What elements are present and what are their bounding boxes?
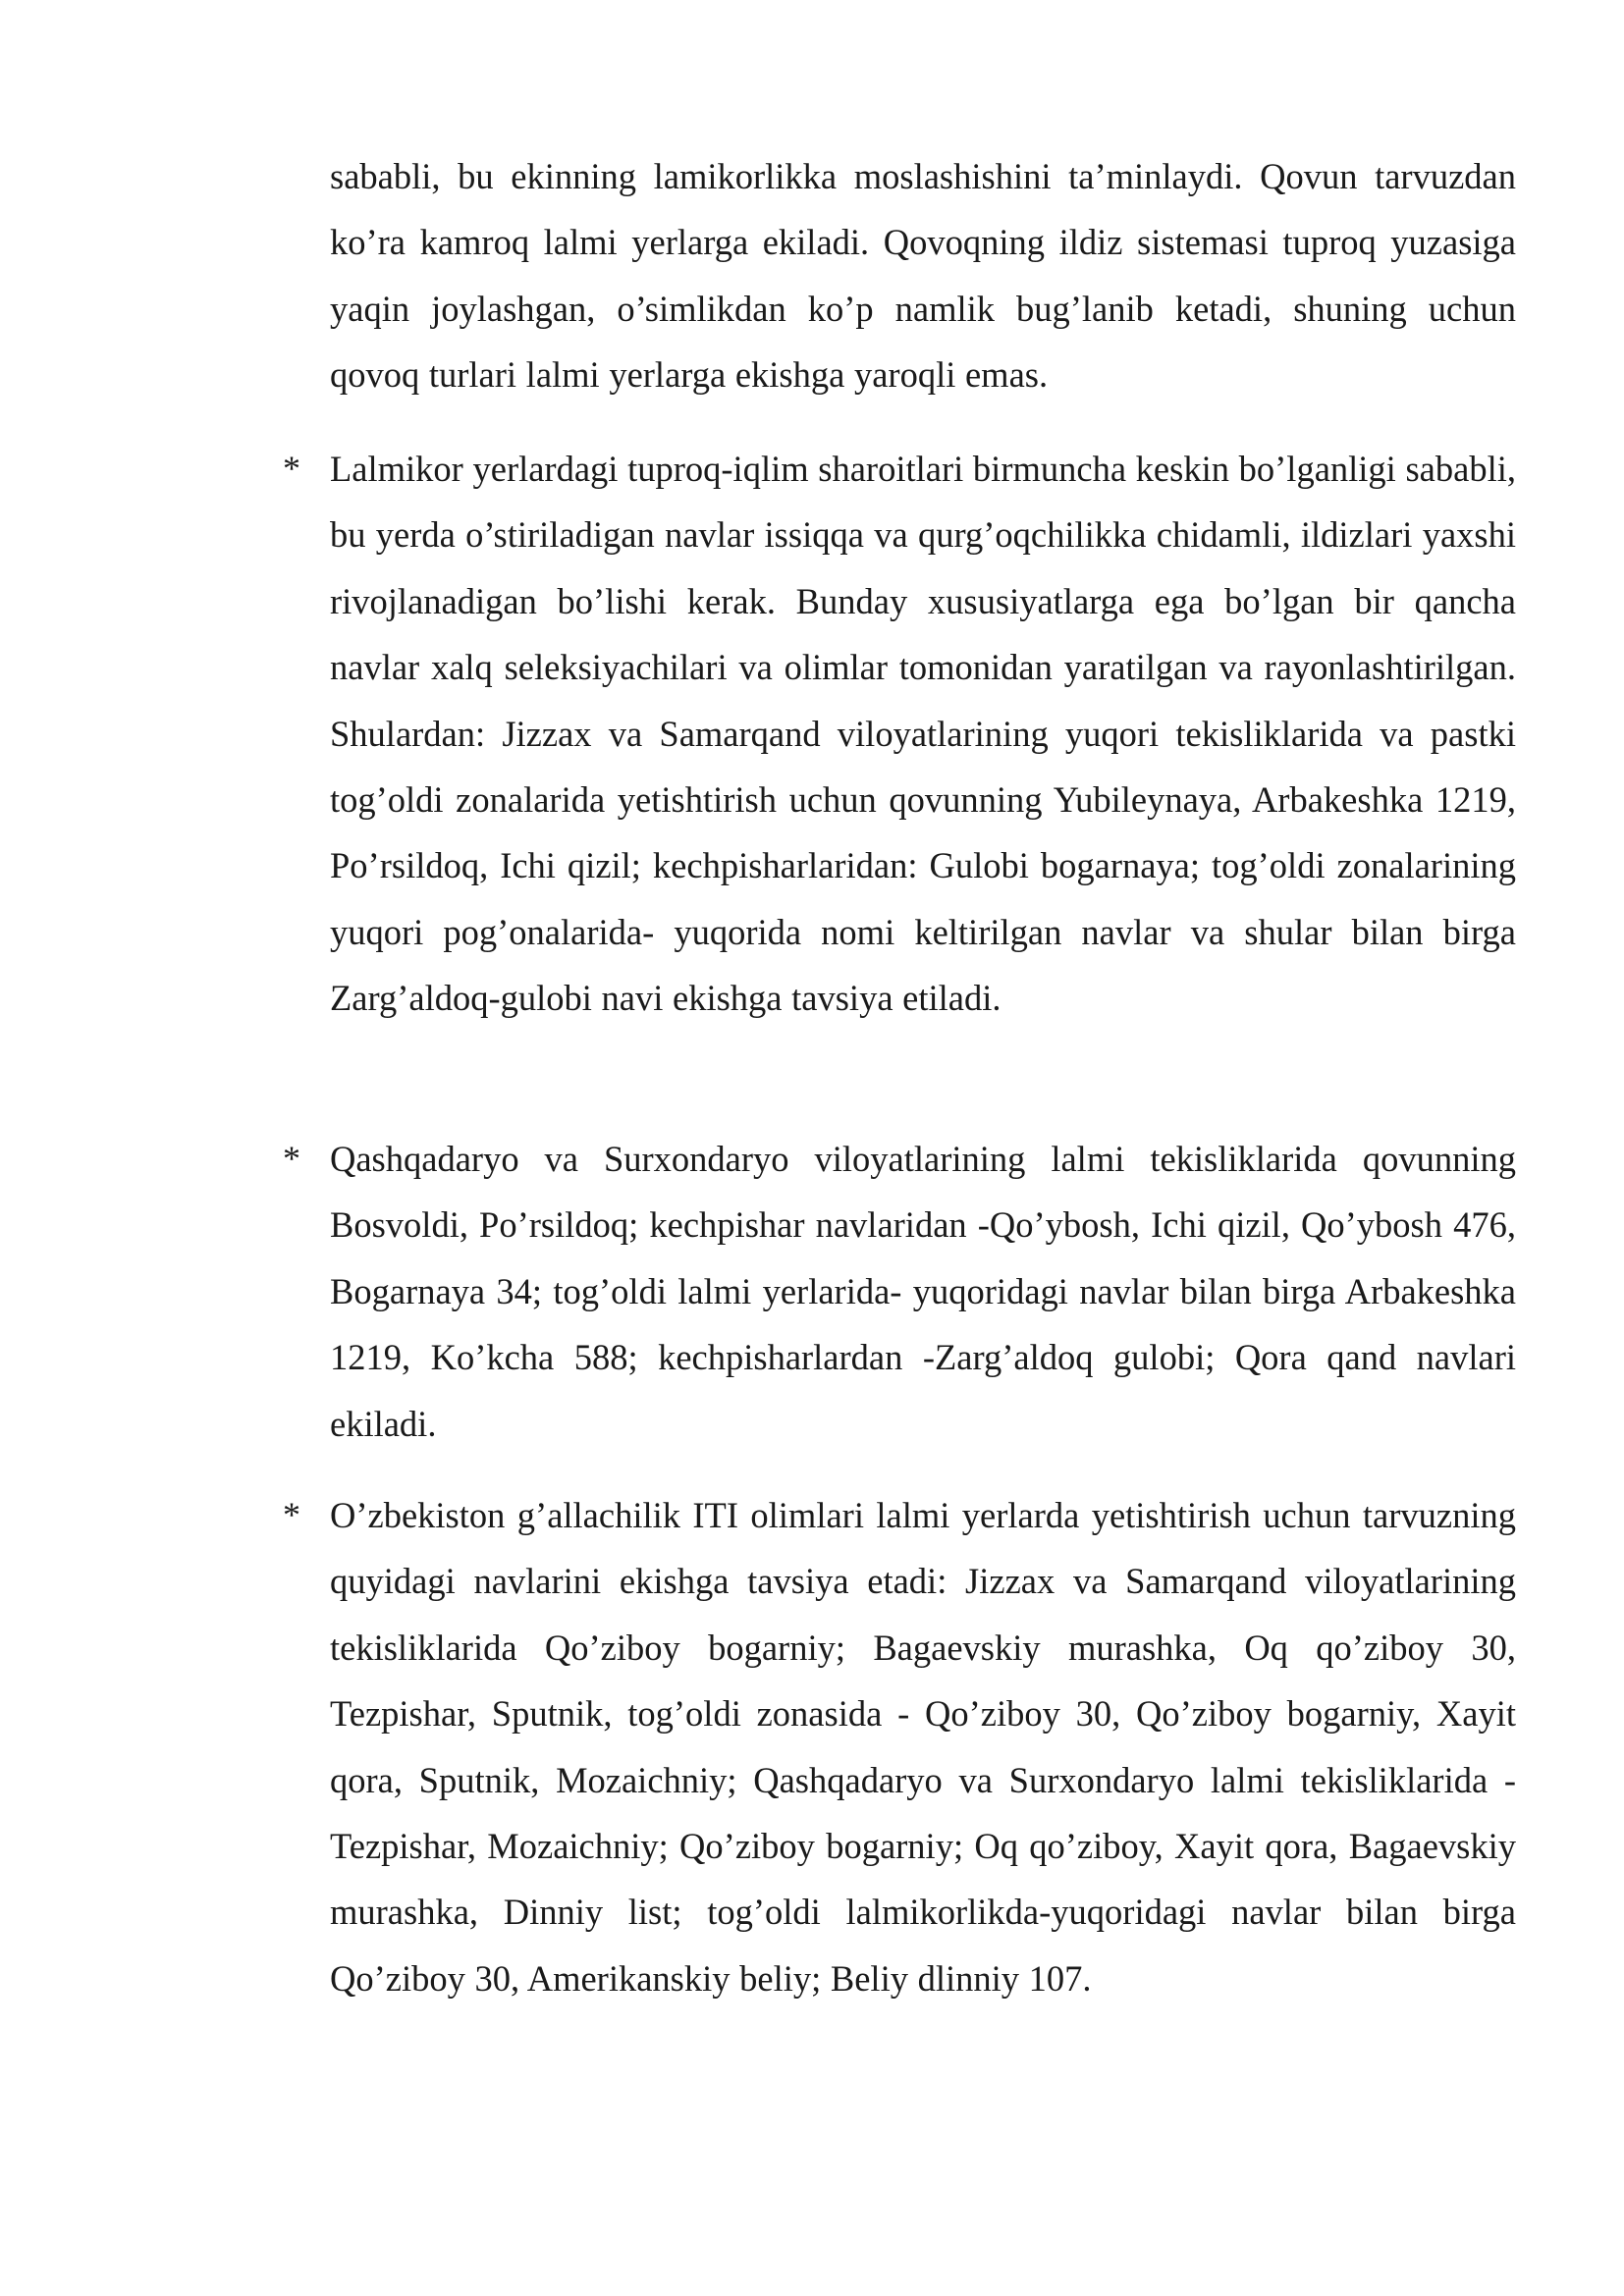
bullet-paragraph: Qashqadaryo va Surxondaryo viloyatlarining lalmi tekisliklarida qovunning Bosvoldi, Po’rsildoq; kechpishar navlaridan -Qo’ybosh, Ichi qizil, Qo’ybosh 476, Bogarnaya 34; tog’oldi lalmi yerlarida- yuqoridagi navlar bilan birga Arbakeshka 1219, Ko’kcha 588; kechpisharlardan -Zarg’aldoq gulobi; Qora qand navlari ekiladi. [330,1139,1516,1444]
bullet-marker: * [283,1139,300,1178]
bullet-marker: * [283,449,300,488]
bullet-marker: * [283,1495,300,1534]
bullet-paragraph: Lalmikor yerlardagi tuproq-iqlim sharoitlari birmuncha keskin bo’lganligi sababli, bu yerda o’stiriladigan navlar issiqqa va qurg’oqchilikka chidamli, ildizlari yaxshi rivojlanadigan bo’lishi kerak. Bunday xususiyatlarga ega bo’lgan bir qancha navlar xalq seleksiyachilari va olimlar tomonidan yaratilgan va rayonlashtirilgan. Shulardan: Jizzax va Samarqand viloyatlarining yuqori tekisliklarida va pastki tog’oldi zonalarida yetishtirish uchun qovunning Yubileynaya, Arbakeshka 1219, Po’rsildoq, Ichi qizil; kechpisharlaridan: Gulobi bogarnaya; tog’oldi zonalarining yuqori pog’onalarida- yuqorida nomi keltirilgan navlar va shular bilan birga Zarg’aldoq-gulobi navi ekishga tavsiya etiladi. [330,449,1516,1019]
bullet-paragraph: O’zbekiston g’allachilik ITI olimlari lalmi yerlarda yetishtirish uchun tarvuzning quyidagi navlarini ekishga tavsiya etadi: Jizzax va Samarqand viloyatlarining tekisliklarida Qo’ziboy bogarniy; Bagaevskiy murashka, Oq qo’ziboy 30, Tezpishar, Sputnik, tog’oldi zonasida - Qo’ziboy 30, Qo’ziboy bogarniy, Xayit qora, Sputnik, Mozaichniy; Qashqadaryo va Surxondaryo lalmi tekisliklarida - Tezpishar, Mozaichniy; Qo’ziboy bogarniy; Oq qo’ziboy, Xayit qora, Bagaevskiy murashka, Dinniy list; tog’oldi lalmikorlikda-yuqoridagi navlar bilan birga Qo’ziboy 30, Amerikanskiy beliy; Beliy dlinniy 107. [330,1495,1516,1999]
continuation-paragraph: sababli, bu ekinning lamikorlikka moslashishini ta’minlaydi. Qovun tarvuzdan ko’ra kamroq lalmi yerlarga ekiladi. Qovoqning ildiz sistemasi tuproq yuzasiga yaqin joylashgan, o’simlikdan ko’p namlik bug’lanib ketadi, shuning uchun qovoq turlari lalmi yerlarga ekishga yaroqli emas. [330,156,1516,396]
